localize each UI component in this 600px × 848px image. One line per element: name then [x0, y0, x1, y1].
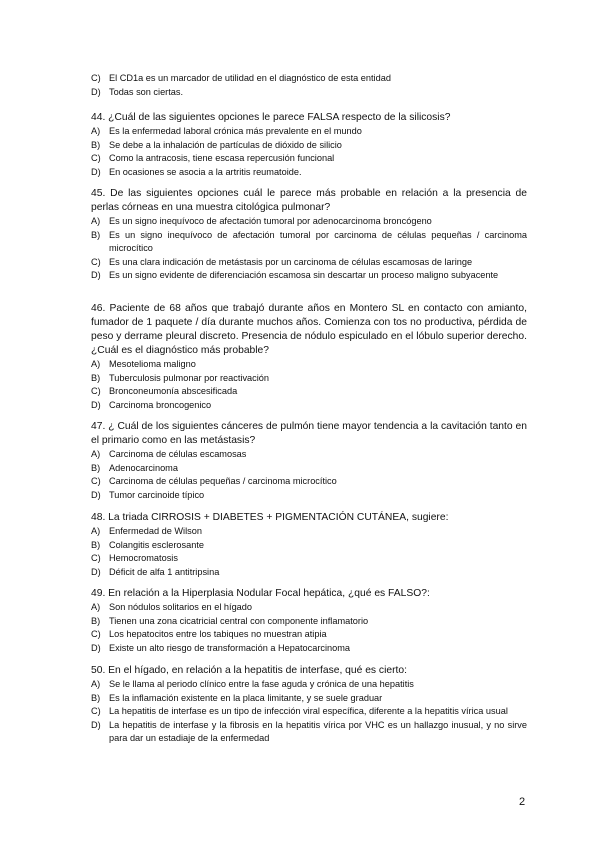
option-text: Tumor carcinoide típico [109, 489, 205, 500]
option-text: Carcinoma de células escamosas [109, 449, 247, 459]
option-letter: D) [91, 166, 101, 177]
carryover-options [91, 72, 527, 99]
option-text: Es una clara indicación de metástasis por un carcinoma de células escamosas de laringe [109, 256, 473, 267]
option-c [91, 72, 527, 86]
option-text: Se debe a la inhalación de partículas de dióxido de silicio [109, 139, 342, 150]
option-text: La hepatitis de interfase es un tipo de infección viral específica, diferente a la hepatitis vírica usual [109, 706, 508, 716]
option-text: Adenocarcinoma [109, 462, 178, 473]
option-a [91, 125, 527, 139]
option-a [91, 525, 527, 539]
question-46 [91, 302, 527, 412]
option-text: La hepatitis de interfase y la fibrosis en la hepatitis vírica por VHC es un hallazgo inusual, y no sirve para dar un estadiaje de la enfermedad [109, 719, 527, 743]
option-d [91, 489, 527, 503]
question-text: 48. La triada CIRROSIS + DIABETES + PIGMENTACIÓN CUTÁNEA, sugiere: [91, 512, 449, 523]
option-letter: D) [91, 719, 101, 730]
option-text: Es un signo inequívoco de afectación tumoral por carcinoma de células pequeñas / carcinoma microcítico [109, 229, 527, 253]
question-text: 49. En relación a la Hiperplasia Nodular Focal hepática, ¿qué es FALSO?: [91, 588, 430, 599]
question-text: 50. En el hígado, en relación a la hepatitis de interfase, qué es cierto: [91, 665, 407, 676]
option-d [91, 566, 527, 580]
option-letter: B) [91, 539, 101, 550]
option-letter: A) [91, 602, 101, 612]
option-text: Colangitis esclerosante [109, 539, 204, 550]
option-a [91, 215, 527, 229]
option-text: En ocasiones se asocia a la artritis reumatoide. [109, 166, 302, 177]
option-text: Es un signo inequívoco de afectación tumoral por adenocarcinoma broncógeno [109, 216, 432, 226]
question-text: 44. ¿Cuál de las siguientes opciones le parece FALSA respecto de la silicosis? [91, 112, 451, 123]
option-text: Son nódulos solitarios en el hígado [109, 602, 253, 612]
option-c [91, 385, 527, 399]
option-letter: C) [91, 153, 101, 163]
option-a [91, 678, 527, 692]
option-letter: C) [91, 256, 101, 267]
option-c [91, 628, 527, 642]
option-letter: B) [91, 139, 101, 150]
option-letter: D) [91, 270, 101, 280]
option-text: Enfermedad de Wilson [109, 526, 202, 536]
question-text: 45. De las siguientes opciones cuál le parece más probable en relación a la presencia de perlas córneas en una muestra citológica pulmonar? [91, 188, 527, 213]
option-letter: B) [91, 462, 101, 473]
option-text: Tienen una zona cicatricial central con componente inflamatorio [109, 615, 369, 626]
question-45 [91, 187, 527, 283]
question-50 [91, 664, 527, 746]
option-c [91, 705, 527, 719]
option-letter: C) [91, 73, 101, 83]
option-letter: C) [91, 706, 101, 716]
question-text: 47. ¿ Cuál de los siguientes cánceres de pulmón tiene mayor tendencia a la cavitación tanto en el primario como en las metástasis? [91, 421, 527, 446]
option-d [91, 86, 527, 100]
option-b [91, 692, 527, 706]
option-b [91, 615, 527, 629]
option-text: El CD1a es un marcador de utilidad en el diagnóstico de esta entidad [109, 73, 391, 83]
option-d [91, 166, 527, 180]
question-44 [91, 111, 527, 179]
option-text: Hemocromatosis [109, 553, 178, 563]
option-b [91, 229, 527, 256]
option-c [91, 552, 527, 566]
option-letter: A) [91, 216, 101, 226]
page-number: 2 [519, 796, 526, 808]
option-letter: C) [91, 629, 101, 639]
option-letter: D) [91, 642, 101, 653]
option-text: Se le llama al periodo clínico entre la fase aguda y crónica de una hepatitis [109, 679, 414, 689]
option-letter: A) [91, 449, 101, 459]
option-d [91, 399, 527, 413]
option-text: Todas son ciertas. [109, 86, 184, 97]
option-d [91, 269, 527, 283]
option-letter: B) [91, 229, 101, 240]
option-b [91, 539, 527, 553]
option-letter: A) [91, 359, 101, 369]
option-letter: A) [91, 526, 101, 536]
option-a [91, 448, 527, 462]
option-a [91, 358, 527, 372]
option-text: Mesotelioma maligno [109, 359, 196, 369]
option-letter: C) [91, 553, 101, 563]
option-text: Es la enfermedad laboral crónica más prevalente en el mundo [109, 126, 362, 136]
option-text: Tuberculosis pulmonar por reactivación [109, 372, 270, 383]
question-47 [91, 420, 527, 502]
option-letter: B) [91, 615, 101, 626]
option-d [91, 642, 527, 656]
option-letter: C) [91, 386, 101, 396]
option-text: Existe un alto riesgo de transformación a Hepatocarcinoma [109, 642, 351, 653]
option-c [91, 475, 527, 489]
option-text: Carcinoma broncogenico [109, 399, 212, 410]
option-text: Como la antracosis, tiene escasa repercusión funcional [109, 153, 335, 163]
option-letter: D) [91, 489, 101, 500]
option-letter: C) [91, 476, 101, 486]
option-c [91, 152, 527, 166]
option-text: Es un signo evidente de diferenciación escamosa sin descartar un proceso maligno subyacente [109, 270, 499, 280]
option-b [91, 139, 527, 153]
option-b [91, 462, 527, 476]
option-letter: D) [91, 399, 101, 410]
option-text: Carcinoma de células pequeñas / carcinoma microcítico [109, 476, 337, 486]
question-48 [91, 511, 527, 579]
option-a [91, 601, 527, 615]
option-text: Déficit de alfa 1 antitripsina [109, 566, 220, 577]
option-letter: D) [91, 566, 101, 577]
option-b [91, 372, 527, 386]
option-text: Es la inflamación existente en la placa limitante, y se suele graduar [109, 692, 383, 703]
option-text: Bronconeumonía abscesificada [109, 386, 238, 396]
option-letter: D) [91, 86, 101, 97]
question-49 [91, 587, 527, 655]
option-letter: A) [91, 126, 101, 136]
option-letter: B) [91, 372, 101, 383]
option-d [91, 719, 527, 746]
option-letter: A) [91, 679, 101, 689]
option-letter: B) [91, 692, 101, 703]
question-text: 46. Paciente de 68 años que trabajó durante años en Montero SL en contacto con amianto, fumador de 1 paquete / día durante muchos años. Comienza con tos no productiva, pérdida de peso y derrame pleural discreto. Presencia de nódulo espiculado en el lóbulo superior derecho. ¿Cuál es el diagnóstico más probable? [91, 303, 527, 356]
option-c [91, 256, 527, 270]
option-text: Los hepatocitos entre los tabiques no muestran atipia [109, 629, 327, 639]
